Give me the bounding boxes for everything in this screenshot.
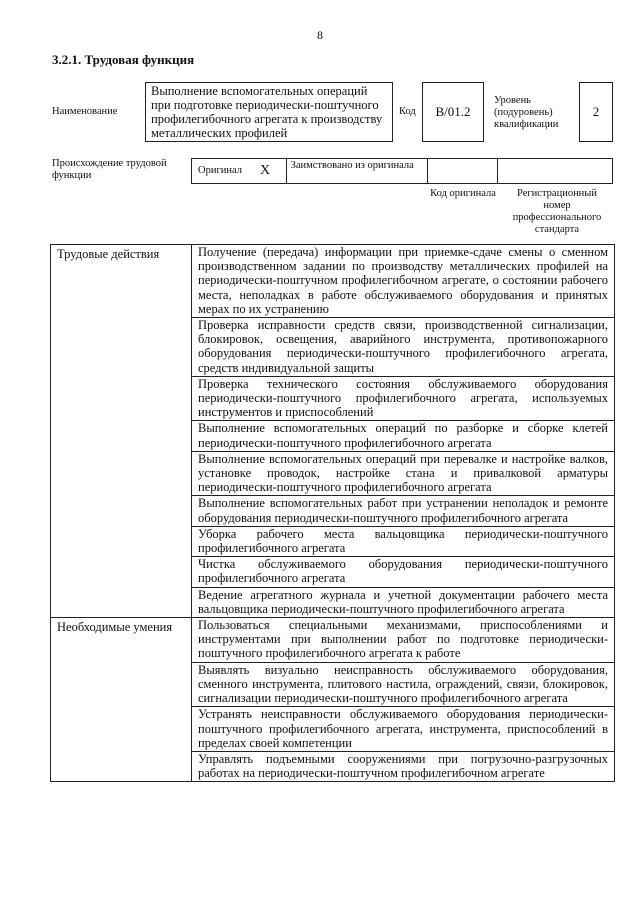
code-label: Код (399, 106, 416, 117)
page-number: 8 (317, 28, 323, 42)
code-value-box: B/01.2 (422, 82, 484, 142)
level-label: Уровень (подуровень) квалификации (494, 95, 559, 130)
name-label: Наименование (52, 106, 118, 117)
borrowed-cell: Заимствовано из оригинала (287, 159, 428, 183)
item-text-cell: Устранять неисправности обслуживаемого оборудования периодически-поштучного профилегибочного агрегата, инструмента, приспособлений в пределах своей компетенции (192, 707, 615, 752)
item-text-cell: Получение (передача) информации при приемке-сдаче смены о сменном производственном задании по производству металлических профилей на периодически-поштучном профилегибочном агрегате, о состоянии рабочего места, неполадках в работе обслуживаемого оборудования и принятых мерах по их устранению (192, 245, 615, 318)
origin-row (191, 158, 613, 184)
code-original-cell (428, 159, 498, 183)
origin-label: Происхождение трудовой функции (52, 158, 167, 181)
original-cell (192, 159, 287, 183)
table-row (51, 245, 615, 318)
item-text-cell: Уборка рабочего места вальцовщика периодически-поштучного профилегибочного агрегата (192, 526, 615, 556)
function-name-box: Выполнение вспомогательных операций при подготовке периодически-поштучного профилегибочного агрегата к производству металлических профилей (145, 82, 393, 142)
item-text-cell: Выполнение вспомогательных работ при устранении неполадок и ремонте оборудования периодически-поштучного профилегибочного агрегата (192, 496, 615, 526)
item-text-cell: Проверка технического состояния обслуживаемого оборудования периодически-поштучного профилегибочного агрегата, используемых инструментов и приспособлений (192, 376, 615, 421)
section-title: 3.2.1. Трудовая функция (52, 52, 195, 67)
original-label: Оригинал (198, 165, 242, 176)
reg-number-caption: Регистрационный номер профессионального стандарта (512, 188, 602, 235)
section-header-cell: Трудовые действия (51, 245, 192, 618)
item-text-cell: Пользоваться специальными механизмами, приспособлениями и инструментами при выполнении работ по подготовке периодически-поштучного профилегибочного агрегата к работе (192, 618, 615, 663)
item-text-cell: Выполнение вспомогательных операций при перевалке и настройке валков, установке проводок, настройке стана и привалковой арматуры периодически-поштучного профилегибочного агрегата (192, 451, 615, 496)
item-text-cell: Выявлять визуально неисправность обслуживаемого оборудования, сменного инструмента, плитового настила, ограждений, связи, блокировок, сигнализации периодически-поштучного профилегибочного агрегата (192, 662, 615, 707)
table-row (51, 618, 615, 663)
code-original-caption: Код оригинала (430, 188, 496, 199)
level-value-box: 2 (579, 82, 613, 142)
item-text-cell: Выполнение вспомогательных операций по разборке и сборке клетей периодически-поштучного профилегибочного агрегата (192, 421, 615, 451)
original-mark: X (260, 163, 271, 178)
reg-number-cell (498, 159, 612, 183)
item-text-cell: Управлять подъемными сооружениями при погрузочно-разгрузочных работах на периодически-поштучном профилегибочном агрегате (192, 751, 615, 781)
item-text-cell: Ведение агрегатного журнала и учетной документации рабочего места вальцовщика периодически-поштучного профилегибочного агрегата (192, 587, 615, 617)
function-details-table (50, 244, 615, 782)
item-text-cell: Чистка обслуживаемого оборудования периодически-поштучного профилегибочного агрегата (192, 557, 615, 587)
item-text-cell: Проверка исправности средств связи, производственной сигнализации, блокировок, освещения, аварийного инструмента, противопожарного оборудования периодически-поштучного профилегибочного агрегата, средств индивидуальной защиты (192, 318, 615, 377)
section-header-cell: Необходимые умения (51, 618, 192, 782)
